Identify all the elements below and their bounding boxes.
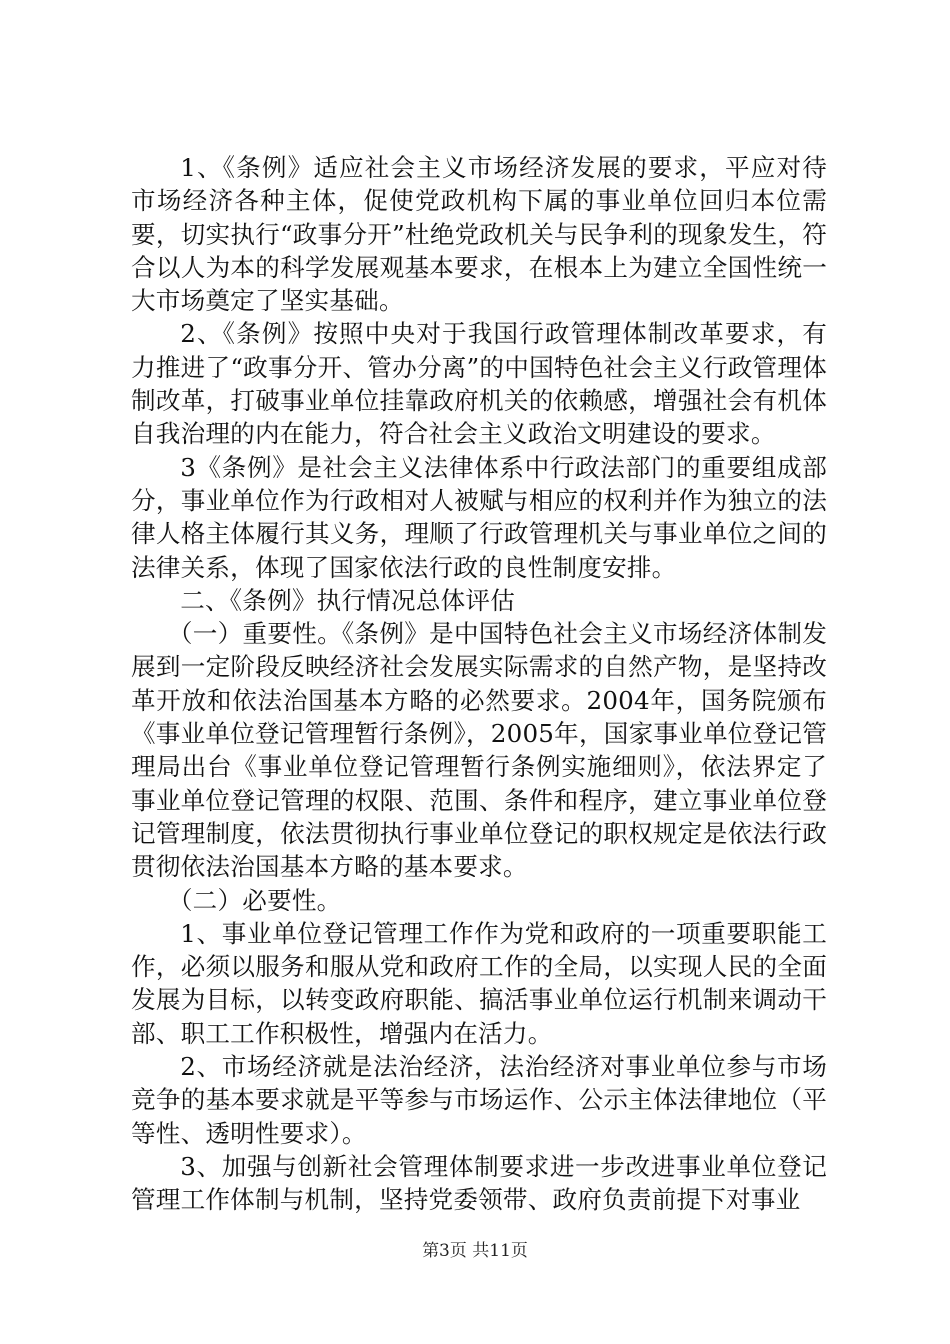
- section-heading-2: 二、《条例》执行情况总体评估: [180, 585, 516, 615]
- subheading-necessity: （二）必要性。: [167, 885, 342, 915]
- paragraph-importance: （一）重要性。《条例》是中国特色社会主义市场经济体制发展到一定阶段反映经济社会发展实际需求的自然产物，是坚持改革开放和依法治国基本方略的必然要求。2004年，国务院颁布《事业单位登记管理暂行条例》，2005年，国家事业单位登记管理局出台《事业单位登记管理暂行条例实施细则》，依法界定了事业单位登记管理的权限、范围、条件和程序，建立事业单位登记管理制度，依法贯彻执行事业单位登记的职权规定是依法行政贯彻依法治国基本方略的基本要求。: [131, 619, 827, 882]
- paragraph-necessity-1: 1、事业单位登记管理工作作为党和政府的一项重要职能工作，必须以服务和服从党和政府工作的全局，以实现人民的全面发展为目标，以转变政府职能、搞活事业单位运行机制来调动干部、职工工作积极性，增强内在活力。: [131, 918, 827, 1048]
- paragraph-2: 2、《条例》按照中央对于我国行政管理体制改革要求，有力推进了“政事分开、管办分离”的中国特色社会主义行政管理体制改革，打破事业单位挂靠政府机关的依赖感，增强社会有机体自我治理的内在能力，符合社会主义政治文明建设的要求。: [131, 319, 827, 449]
- paragraph-necessity-3: 3、加强与创新社会管理体制要求进一步改进事业单位登记管理工作体制与机制，坚持党委领带、政府负责前提下对事业: [131, 1151, 827, 1215]
- paragraph-necessity-2: 2、市场经济就是法治经济，法治经济对事业单位参与市场竞争的基本要求就是平等参与市场运作、公示主体法律地位（平等性、透明性要求）。: [131, 1052, 827, 1148]
- paragraph-1: 1、《条例》适应社会主义市场经济发展的要求，平应对待市场经济各种主体，促使党政机构下属的事业单位回归本位需要，切实执行“政事分开”杜绝党政机关与民争利的现象发生，符合以人为本的科学发展观基本要求，在根本上为建立全国性统一大市场奠定了坚实基础。: [131, 153, 827, 316]
- page-footer: 第3页 共11页: [422, 1241, 528, 1261]
- paragraph-3: 3《条例》是社会主义法律体系中行政法部门的重要组成部分，事业单位作为行政相对人被赋与相应的权利并作为独立的法律人格主体履行其义务，理顺了行政管理机关与事业单位之间的法律关系，体现了国家依法行政的良性制度安排。: [131, 452, 827, 582]
- document-body: [131, 151, 827, 1217]
